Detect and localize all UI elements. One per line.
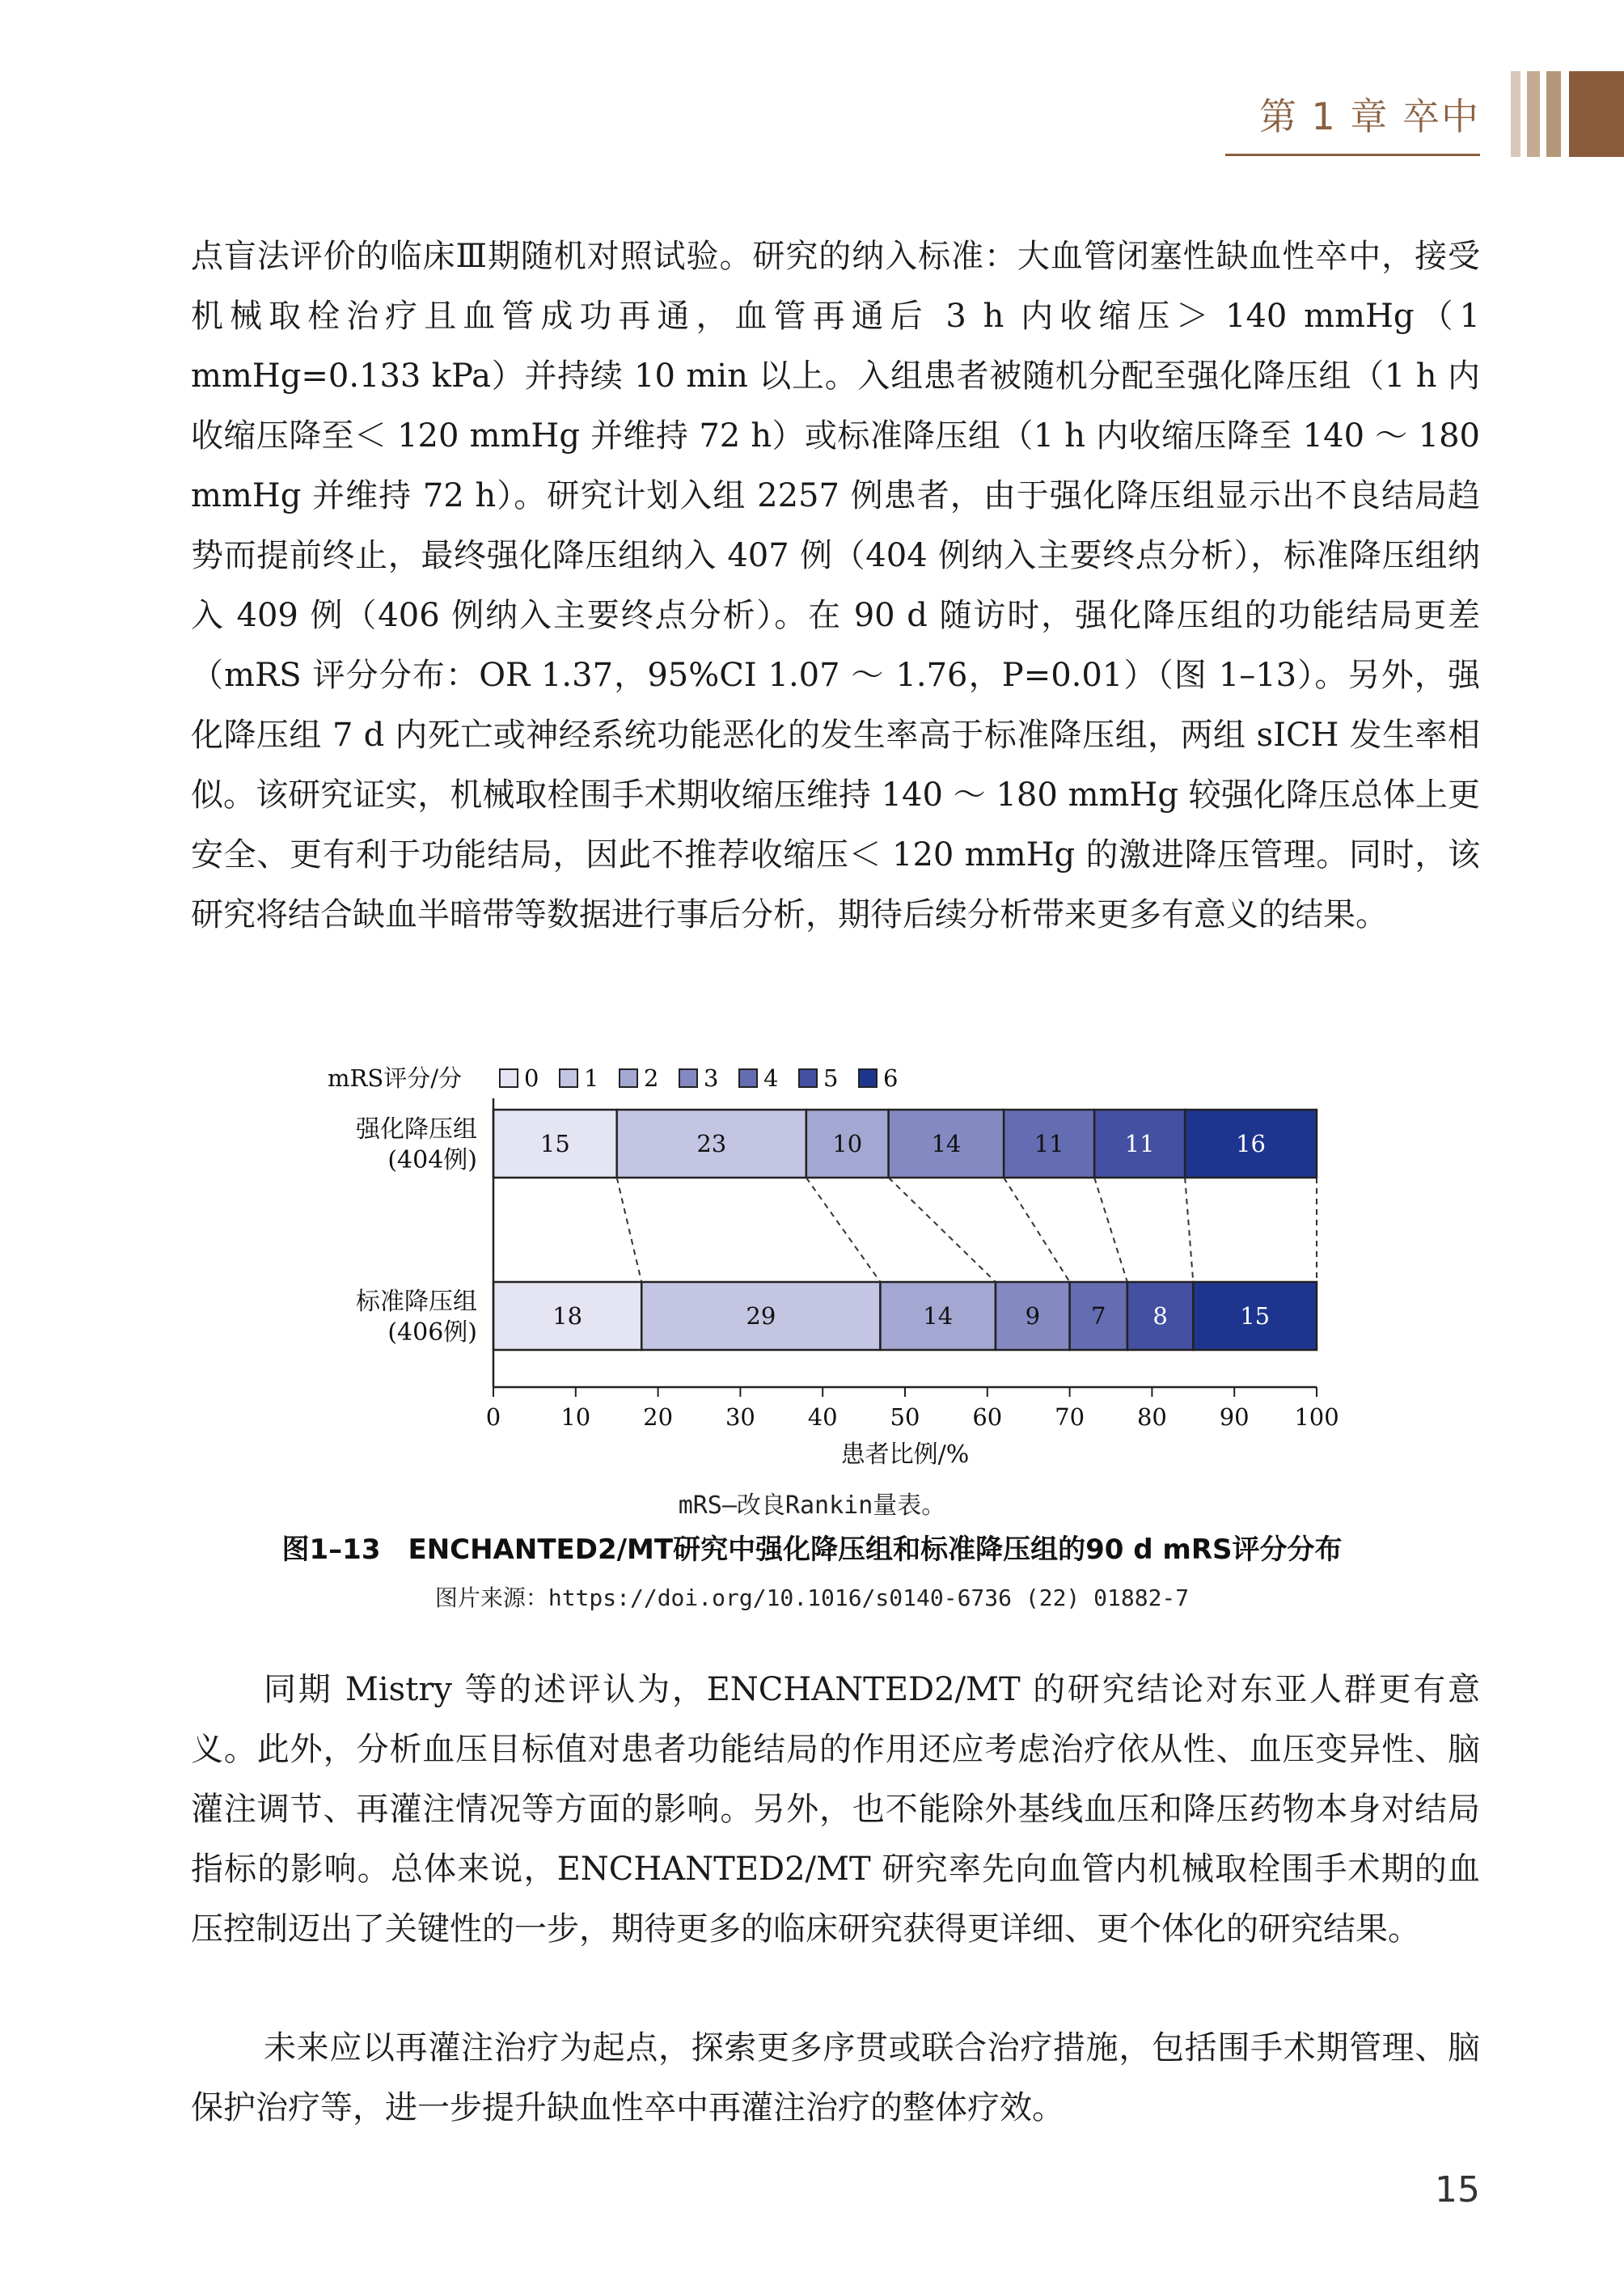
x-tick-label: 30 bbox=[725, 1403, 755, 1431]
legend-title: mRS评分/分 bbox=[328, 1064, 462, 1092]
segment-value-label: 14 bbox=[931, 1130, 962, 1157]
legend-swatch bbox=[560, 1069, 577, 1087]
segment-value-label: 15 bbox=[1240, 1302, 1271, 1330]
segment-value-label: 23 bbox=[696, 1130, 727, 1157]
chapter-title: 第 1 章 卒中 bbox=[1258, 95, 1480, 138]
group-count-label: (406例) bbox=[387, 1318, 477, 1347]
legend-swatch bbox=[739, 1069, 757, 1087]
x-tick-label: 0 bbox=[485, 1403, 501, 1431]
x-tick-label: 60 bbox=[972, 1403, 1003, 1431]
legend-swatch bbox=[859, 1069, 877, 1087]
figure-caption: 图1–13 ENCHANTED2/MT研究中强化降压组和标准降压组的90 d mRS评分分布 bbox=[281, 1534, 1343, 1566]
segment-value-label: 11 bbox=[1034, 1130, 1064, 1157]
legend-swatch bbox=[799, 1069, 817, 1087]
segment-value-label: 14 bbox=[923, 1302, 954, 1330]
group-label: 标准降压组 bbox=[356, 1288, 477, 1316]
x-tick-label: 10 bbox=[560, 1403, 591, 1431]
legend-label: 4 bbox=[763, 1064, 779, 1092]
connector-line bbox=[1004, 1178, 1069, 1282]
segment-value-label: 7 bbox=[1091, 1302, 1106, 1330]
page-number: 15 bbox=[1435, 2169, 1480, 2211]
x-tick-label: 80 bbox=[1136, 1403, 1167, 1431]
group-label: 强化降压组 bbox=[356, 1115, 477, 1144]
x-tick-label: 20 bbox=[643, 1403, 674, 1431]
x-tick-label: 100 bbox=[1294, 1403, 1339, 1431]
legend-label: 5 bbox=[823, 1064, 839, 1092]
segment-value-label: 29 bbox=[746, 1302, 776, 1330]
legend-label: 6 bbox=[883, 1064, 899, 1092]
x-tick-label: 40 bbox=[807, 1403, 838, 1431]
figure-source: 图片来源：https://doi.org/10.1016/s0140-6736 (22) 01882-7 bbox=[434, 1584, 1190, 1611]
legend-label: 0 bbox=[524, 1064, 539, 1092]
legend-label: 2 bbox=[644, 1064, 659, 1092]
legend-swatch bbox=[500, 1069, 518, 1087]
legend-label: 3 bbox=[704, 1064, 719, 1092]
connector-line bbox=[1185, 1178, 1193, 1282]
connector-line bbox=[1094, 1178, 1127, 1282]
segment-value-label: 16 bbox=[1236, 1130, 1267, 1157]
x-tick-label: 50 bbox=[890, 1403, 920, 1431]
segment-value-label: 11 bbox=[1124, 1130, 1155, 1157]
legend-swatch bbox=[620, 1069, 637, 1087]
x-tick-label: 90 bbox=[1219, 1403, 1250, 1431]
abbreviation-note: mRS—改良Rankin量表。 bbox=[678, 1491, 946, 1520]
legend-label: 1 bbox=[584, 1064, 599, 1092]
group-count-label: (404例) bbox=[387, 1146, 477, 1174]
connector-line bbox=[806, 1178, 881, 1282]
segment-value-label: 9 bbox=[1025, 1302, 1041, 1330]
x-axis-label: 患者比例/% bbox=[840, 1441, 970, 1469]
legend-swatch bbox=[679, 1069, 697, 1087]
connector-line bbox=[617, 1178, 642, 1282]
segment-value-label: 18 bbox=[552, 1302, 583, 1330]
body-paragraph: 点盲法评价的临床Ⅲ期随机对照试验。研究的纳入标准：大血管闭塞性缺血性卒中，接受机械取栓治疗且血管成功再通，血管再通后 3 h 内收缩压＞ 140 mmHg（1 mmHg=0.133 kPa）并持续 10 min 以上。入组患者被随机分配至强化降压组（1 h 内收缩压降至＜ 120 mmHg 并维持 72 h）或标准降压组（1 h 内收缩压降至 140 ～ 180 mmHg 并维持 72 h）。研究计划入组 2257 例患者，由于强化降压组显示出不良结局趋势而提前终止，最终强化降压组纳入 407 例（404 例纳入主要终点分析），标准降压组纳入 409 例（406 例纳入主要终点分析）。在 90 d 随访时，强化降压组的功能结局更差（mRS 评分分布：OR 1.37，95%CI 1.07 ～ 1.76，P=0.01）（图 1–13）。另外，强化降压组 7 d 内死亡或神经系统功能恶化的发生率高于标准降压组，两组 sICH 发生率相似。该研究证实，机械取栓围手术期收缩压维持 140 ～ 180 mmHg 较强化降压总体上更安全、更有利于功能结局，因此不推荐收缩压＜ 120 mmHg 的激进降压管理。同时，该研究将结合缺血半暗带等数据进行事后分析，期待后续分析带来更多有意义的结果。 bbox=[191, 238, 1480, 933]
x-tick-label: 70 bbox=[1055, 1403, 1085, 1431]
body-paragraph: 未来应以再灌注治疗为起点，探索更多序贯或联合治疗措施，包括围手术期管理、脑保护治疗等，进一步提升缺血性卒中再灌注治疗的整体疗效。 bbox=[191, 2029, 1480, 2126]
connector-line bbox=[889, 1178, 996, 1282]
segment-value-label: 15 bbox=[539, 1130, 570, 1157]
segment-value-label: 10 bbox=[832, 1130, 863, 1157]
body-paragraph: 同期 Mistry 等的述评认为，ENCHANTED2/MT 的研究结论对东亚人群更有意义。此外，分析血压目标值对患者功能结局的作用还应考虑治疗依从性、血压变异性、脑灌注调节、再灌注情况等方面的影响。另外，也不能除外基线血压和降压药物本身对结局指标的影响。总体来说，ENCHANTED2/MT 研究率先向血管内机械取栓围手术期的血压控制迈出了关键性的一步，期待更多的临床研究获得更详细、更个体化的研究结果。 bbox=[191, 1671, 1480, 1948]
segment-value-label: 8 bbox=[1152, 1302, 1168, 1330]
